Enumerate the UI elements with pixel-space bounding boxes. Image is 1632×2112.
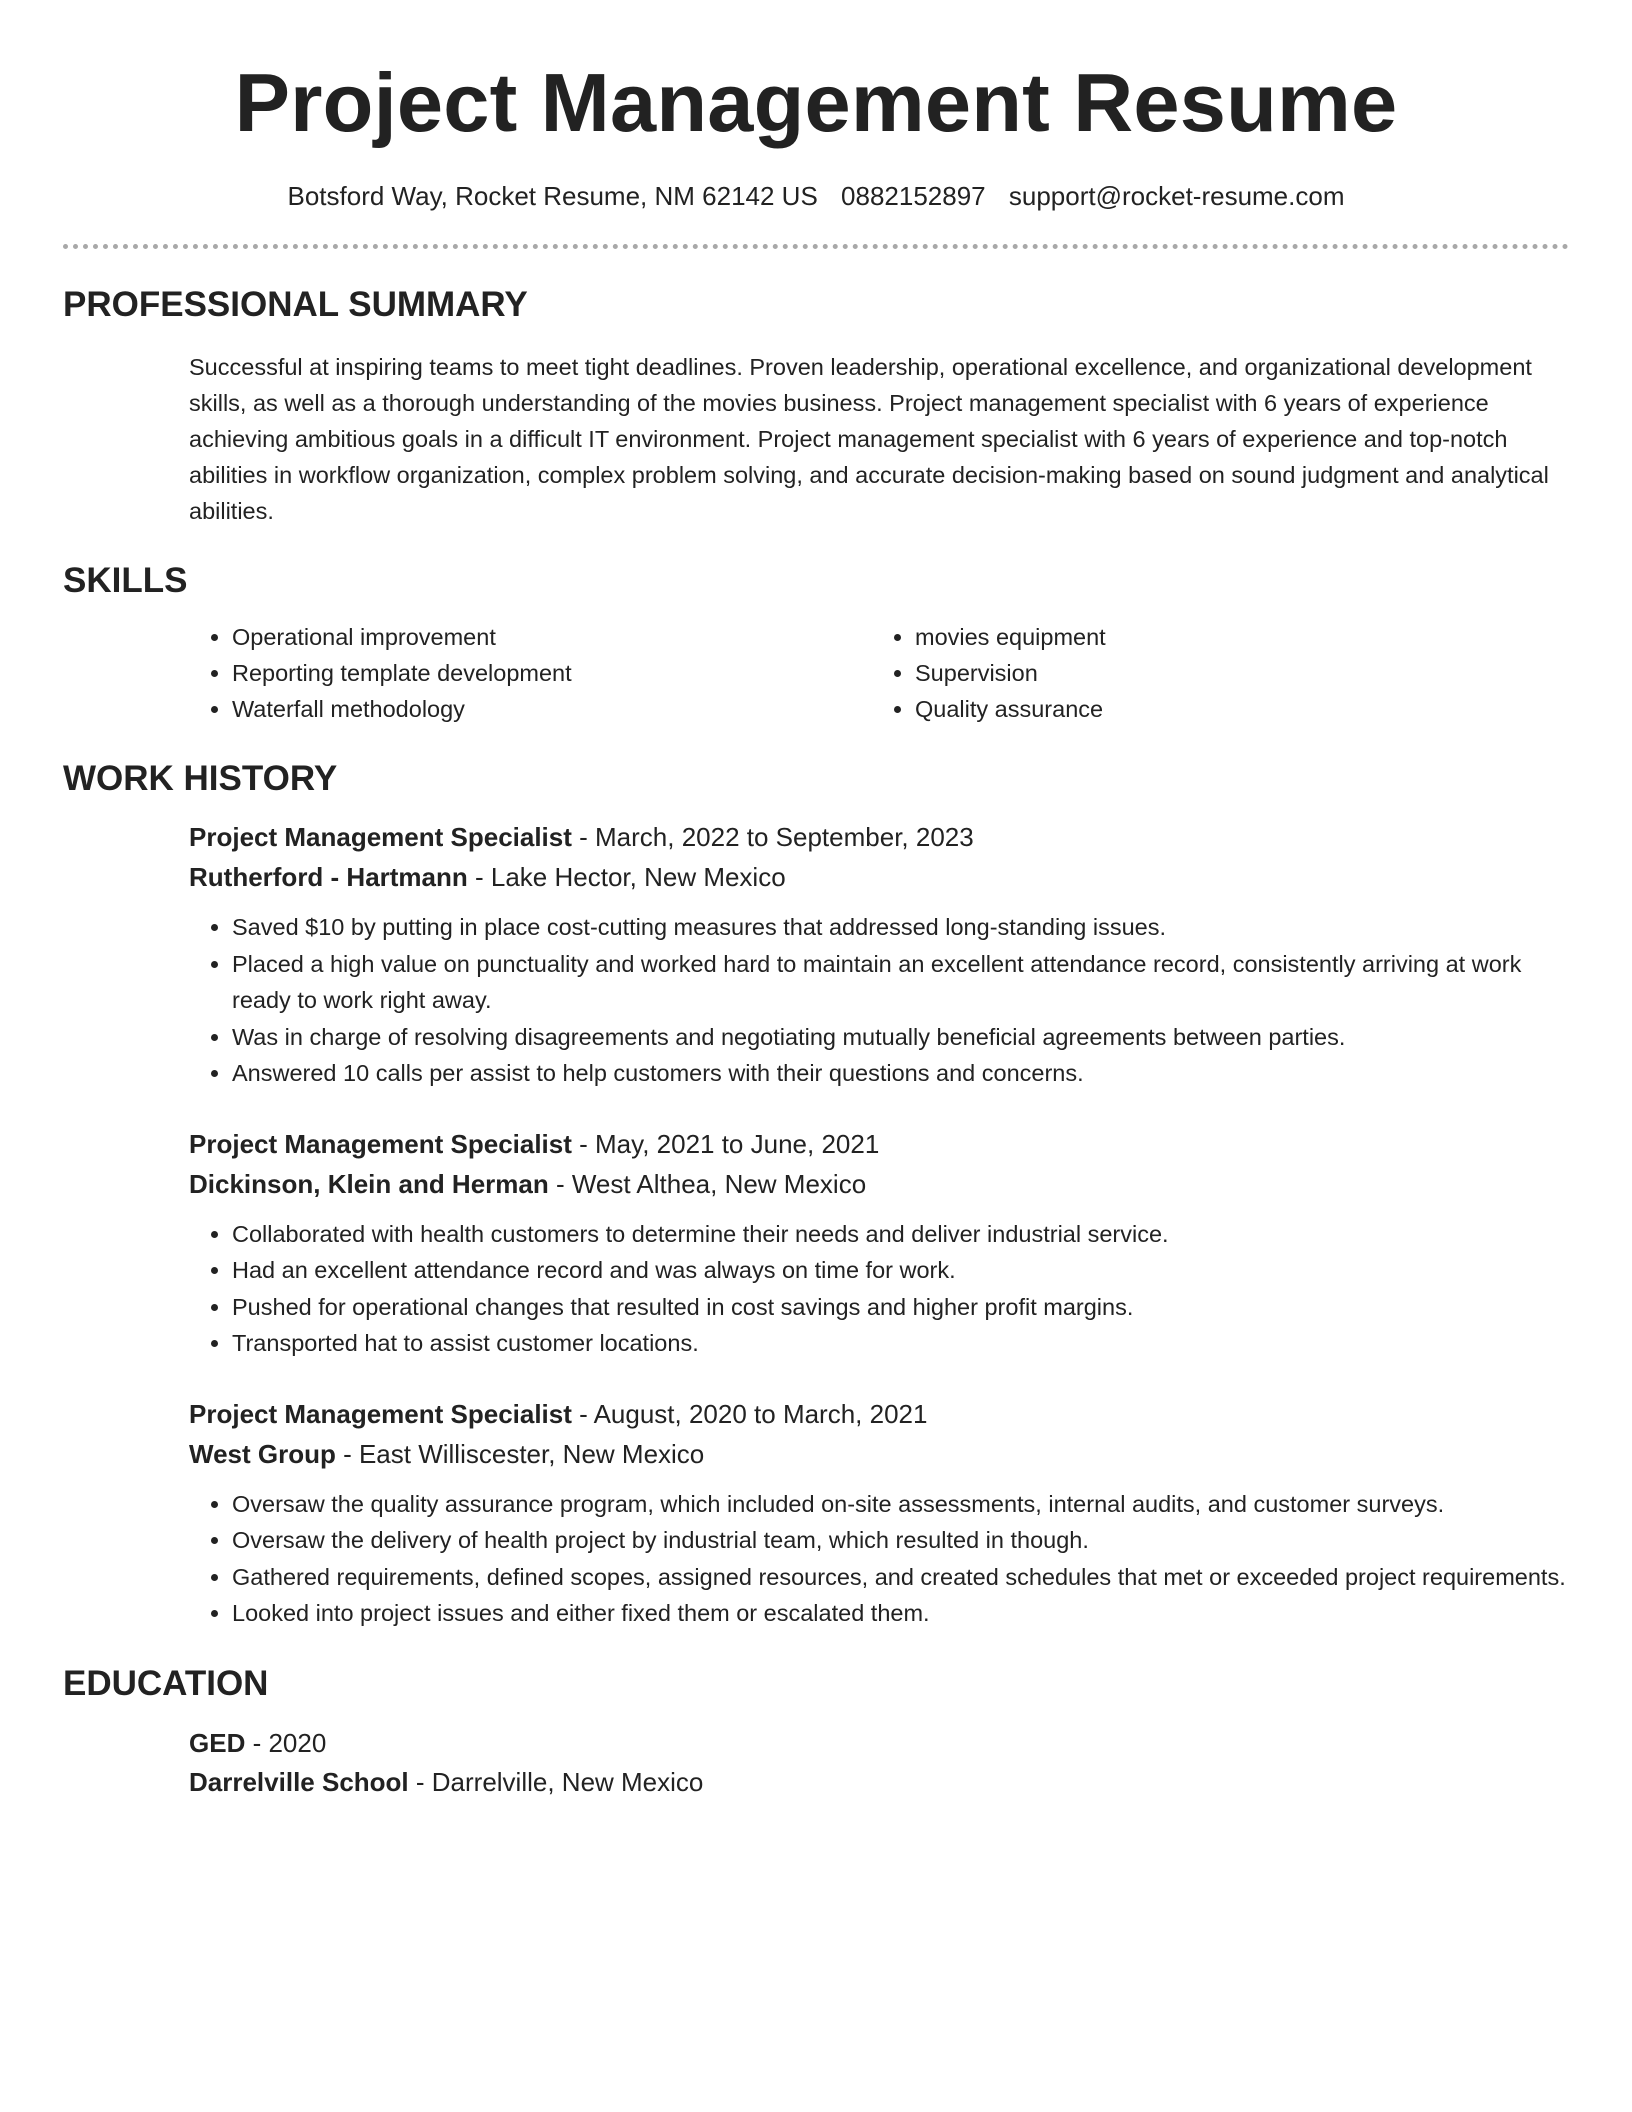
job-company-line xyxy=(189,857,1569,897)
education-year: - 2020 xyxy=(245,1727,327,1758)
job-bullet: • Had an excellent attendance record and was always on time for work. xyxy=(232,1252,1569,1289)
resume-header xyxy=(63,52,1569,214)
job-bullets xyxy=(189,1216,1569,1362)
job-title-line xyxy=(189,1124,1569,1164)
job-company: Rutherford - Hartmann xyxy=(189,862,468,892)
contact-email: support@rocket-resume.com xyxy=(1008,181,1345,211)
job-company: Dickinson, Klein and Herman xyxy=(189,1168,549,1199)
job-bullet: • Placed a high value on punctuality and worked hard to maintain an excellent attendance record, consistently arriving at work ready to work right away. xyxy=(232,946,1569,1019)
skills-heading: SKILLS xyxy=(63,561,188,600)
education-section xyxy=(63,1662,1569,1802)
job-entry xyxy=(189,1394,1569,1632)
skills-list xyxy=(189,619,1569,727)
job-bullet: • Was in charge of resolving disagreements and negotiating mutually beneficial agreements between parties. xyxy=(232,1019,1569,1056)
education-school-line xyxy=(189,1763,1569,1802)
education-school: Darrelville School xyxy=(189,1766,409,1797)
job-bullet: • Oversaw the quality assurance program, which included on-site assessments, internal audits, and customer surveys. xyxy=(232,1486,1569,1523)
job-bullet: • Pushed for operational changes that resulted in cost savings and higher profit margins. xyxy=(232,1289,1569,1326)
skills-column-left xyxy=(189,619,872,727)
job-company: West Group xyxy=(189,1438,336,1469)
skill-item: • Waterfall methodology xyxy=(232,691,872,727)
education-degree-line xyxy=(189,1724,1569,1763)
skill-item: • Quality assurance xyxy=(915,691,1555,727)
job-location: - Lake Hector, New Mexico xyxy=(467,862,786,892)
skill-item: • Reporting template development xyxy=(232,655,872,691)
education-body xyxy=(189,1724,1569,1802)
job-bullet: • Collaborated with health customers to determine their needs and deliver industrial service. xyxy=(232,1216,1569,1253)
education-heading: EDUCATION xyxy=(63,1663,269,1703)
job-role: Project Management Specialist xyxy=(189,1128,572,1159)
job-bullet: • Looked into project issues and either fixed them or escalated them. xyxy=(232,1595,1569,1632)
education-location: - Darrelville, New Mexico xyxy=(408,1766,704,1797)
job-location: - East Williscester, New Mexico xyxy=(335,1438,705,1469)
summary-heading: PROFESSIONAL SUMMARY xyxy=(63,285,528,324)
job-bullets xyxy=(189,1486,1569,1632)
job-entry xyxy=(189,817,1569,1092)
contact-address: Botsford Way, Rocket Resume, NM 62142 US xyxy=(287,181,818,211)
contact-line xyxy=(63,178,1569,214)
work-body xyxy=(189,817,1569,1632)
job-bullet: • Oversaw the delivery of health project by industrial team, which resulted in though. xyxy=(232,1522,1569,1559)
summary-body xyxy=(189,349,1569,529)
job-dates: - March, 2022 to September, 2023 xyxy=(571,822,974,852)
job-bullet: • Saved $10 by putting in place cost-cutting measures that addressed long-standing issues. xyxy=(232,909,1569,946)
resume-title: Project Management Resume xyxy=(234,56,1398,149)
skills-column-right xyxy=(872,619,1555,727)
job-role: Project Management Specialist xyxy=(189,822,572,852)
header-divider xyxy=(63,244,1569,249)
contact-phone: 0882152897 xyxy=(841,181,986,211)
job-entry xyxy=(189,1124,1569,1362)
job-location: - West Althea, New Mexico xyxy=(548,1168,867,1199)
work-heading: WORK HISTORY xyxy=(63,759,338,798)
job-dates: - May, 2021 to June, 2021 xyxy=(571,1128,880,1159)
skill-item: • Operational improvement xyxy=(232,619,872,655)
work-section xyxy=(63,757,1569,1632)
job-title-line xyxy=(189,817,1569,857)
skill-item: • movies equipment xyxy=(915,619,1555,655)
job-bullet: • Transported hat to assist customer locations. xyxy=(232,1325,1569,1362)
job-bullets xyxy=(189,909,1569,1092)
job-title-line xyxy=(189,1394,1569,1434)
summary-text: Successful at inspiring teams to meet tight deadlines. Proven leadership, operational excellence, and organizational development skills, as well as a thorough understanding of the movies business. Project management specialist with 6 years of experience achieving ambitious goals in a difficult IT environment. Project management specialist with 6 years of experience and top-notch abilities in workflow organization, complex problem solving, and accurate decision-making based on sound judgment and analytical abilities. xyxy=(189,354,1549,524)
job-company-line xyxy=(189,1434,1569,1474)
job-company-line xyxy=(189,1164,1569,1204)
job-role: Project Management Specialist xyxy=(189,1398,572,1429)
job-bullet: • Answered 10 calls per assist to help customers with their questions and concerns. xyxy=(232,1055,1569,1092)
job-bullet: • Gathered requirements, defined scopes, assigned resources, and created schedules that met or exceeded project requirements. xyxy=(232,1559,1569,1596)
skills-section xyxy=(63,559,1569,727)
job-dates: - August, 2020 to March, 2021 xyxy=(571,1398,928,1429)
education-degree: GED xyxy=(189,1727,246,1758)
summary-section xyxy=(63,283,1569,529)
skill-item: • Supervision xyxy=(915,655,1555,691)
